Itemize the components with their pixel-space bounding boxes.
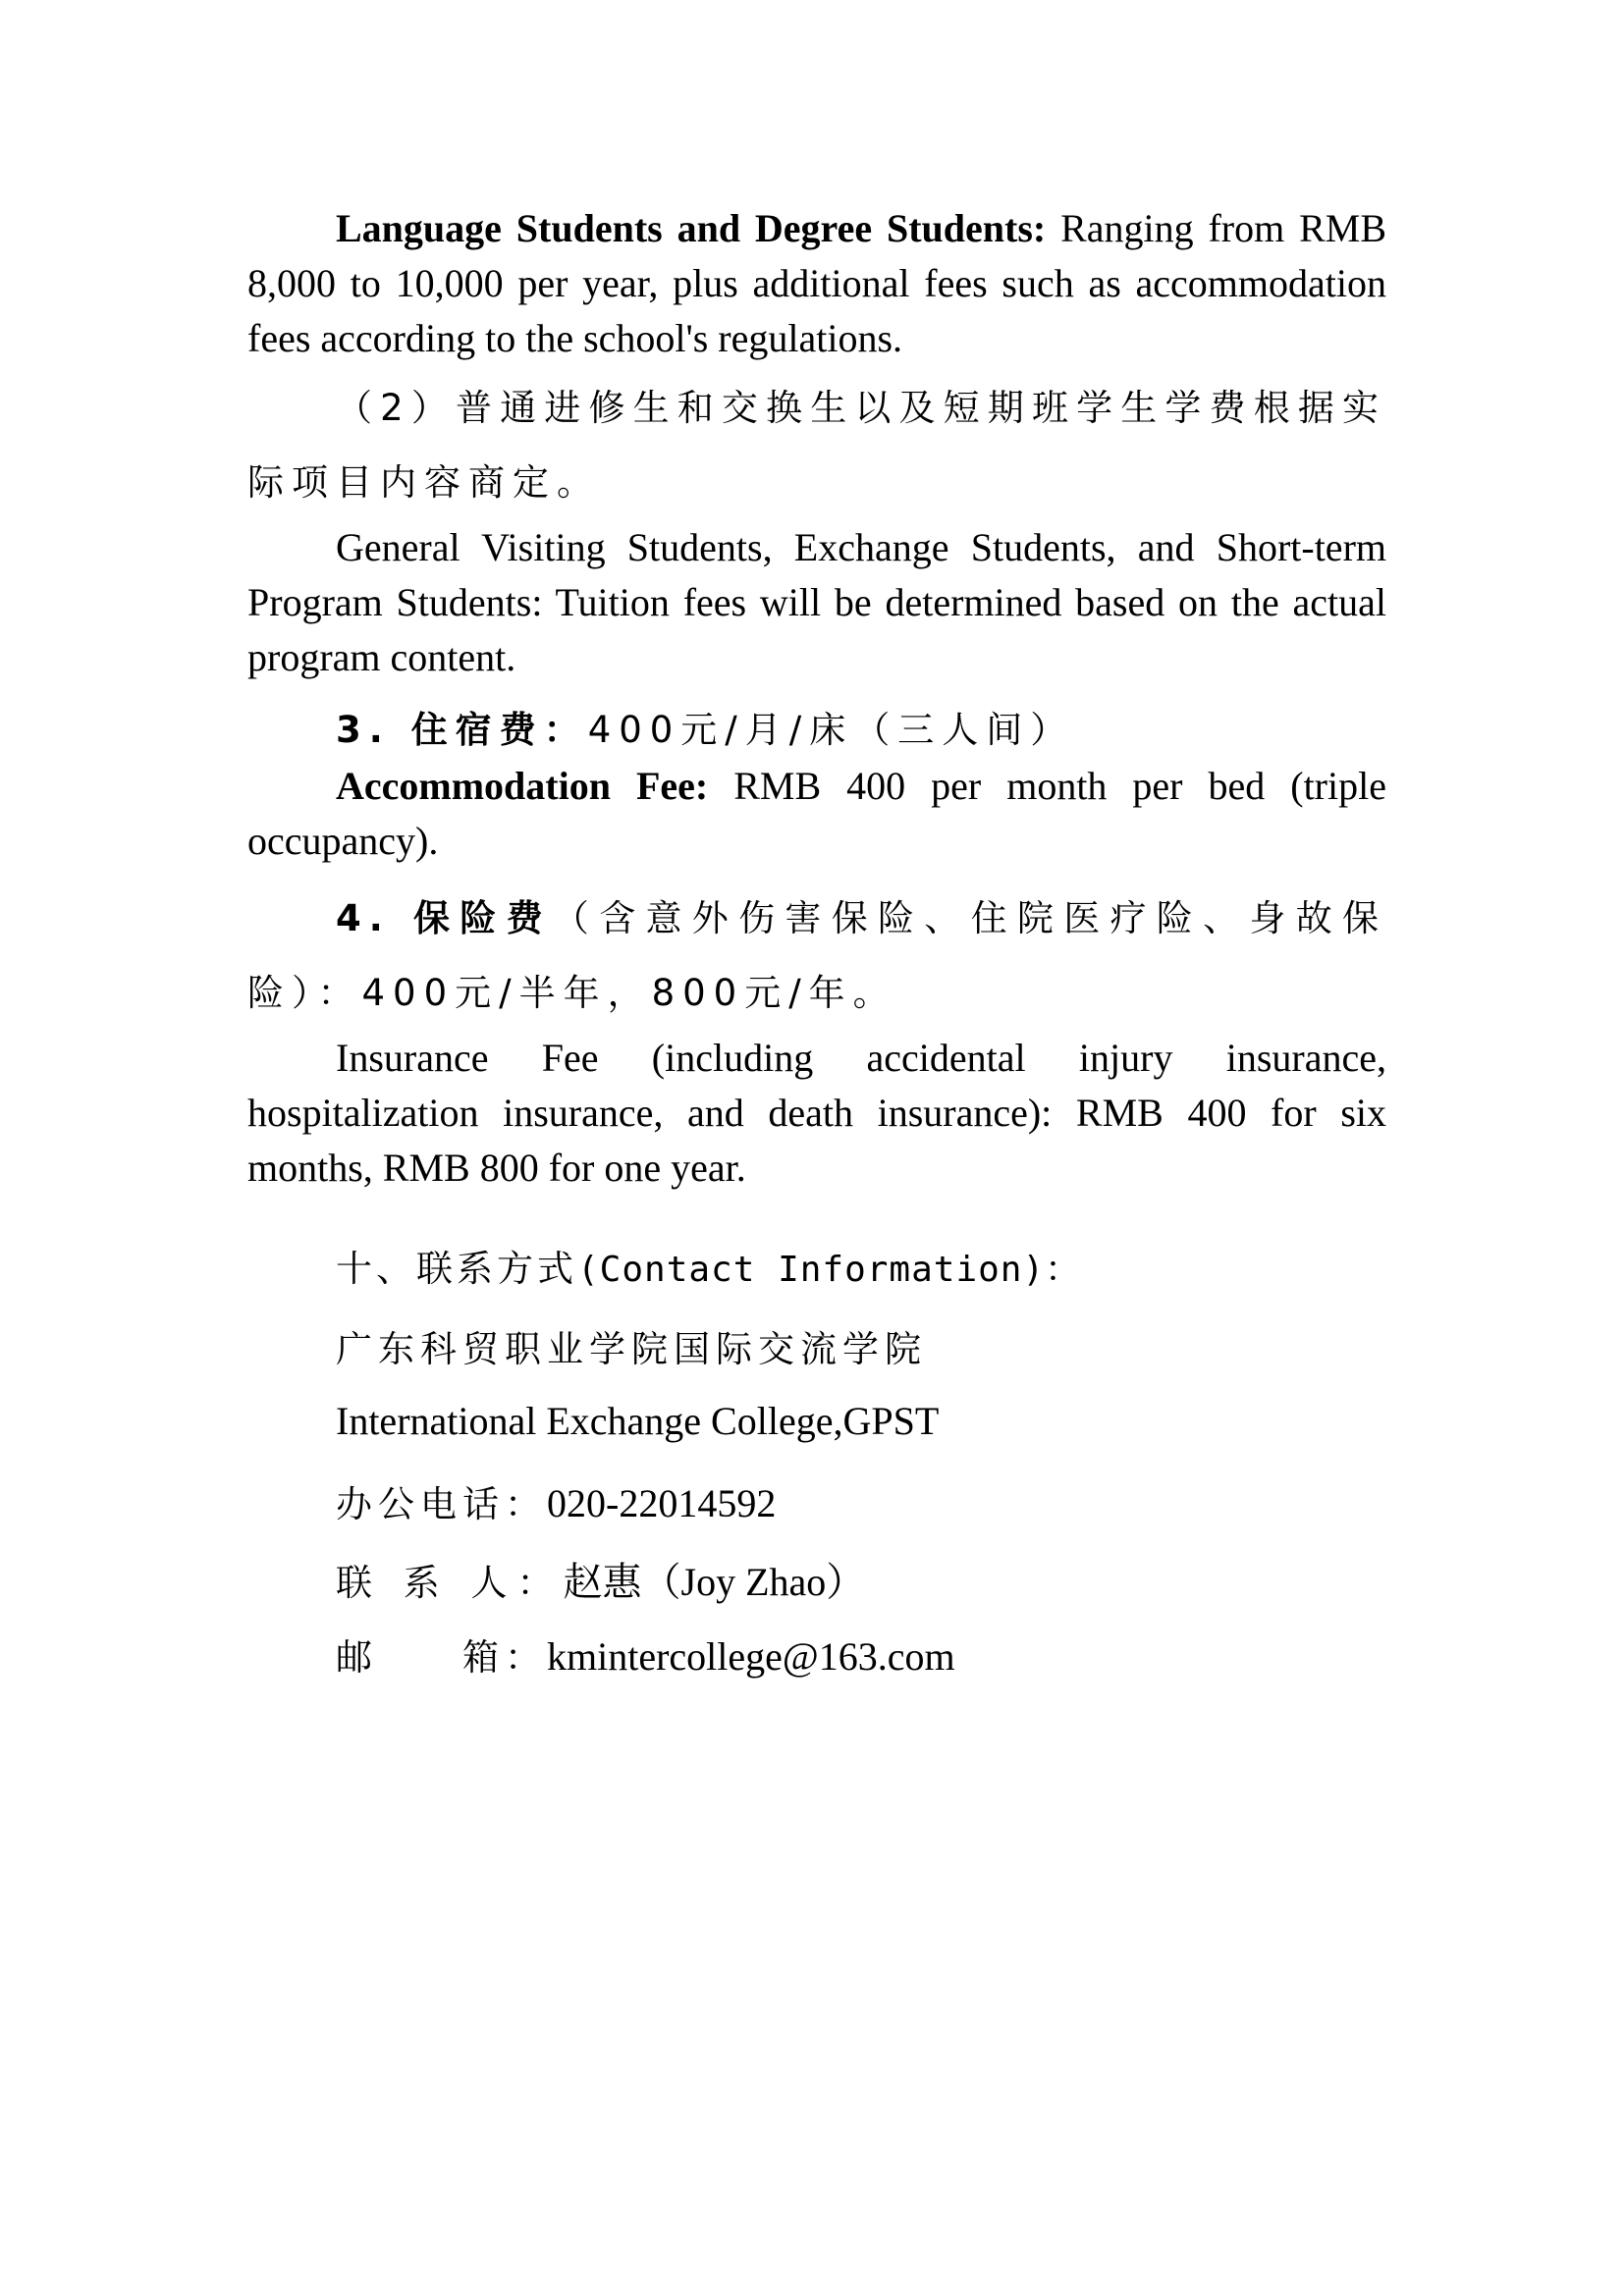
insurance-cn-label: 4. 保险费 [336,897,553,939]
email-value: kmintercollege@163.com [547,1634,955,1679]
phone-value: 020-22014592 [547,1481,777,1525]
accommodation-cn-value: 400元/月/床（三人间） [587,709,1075,751]
email-label: 邮 箱： [336,1636,547,1679]
insurance-cn [247,881,1386,1031]
contact-person-row [336,1551,865,1607]
contact-person-value: 赵惠（Joy Zhao） [563,1560,866,1604]
phone-label: 办公电话： [336,1483,547,1525]
accommodation-en-label: Accommodation Fee: [336,764,709,808]
accommodation-en-text: RMB 400 per month per bed (triple occupancy). [247,764,1386,863]
accommodation-cn-label: 3. 住宿费： [336,709,588,751]
contact-heading-en: (Contact Information)： [577,1250,1082,1290]
college-name-cn: 广东科贸职业学院国际交流学院 [336,1328,927,1370]
language-students-text: Ranging from RMB 8,000 to 10,000 per year, plus additional fees such as accommodation fees according to the school's regulations. [247,206,1386,360]
email-row [336,1628,955,1681]
accommodation-en [247,759,1386,869]
contact-heading [336,1239,1081,1292]
accommodation-cn [247,693,1386,768]
college-name-en: International Exchange College,GPST [336,1399,940,1443]
language-students-label: Language Students and Degree Students: [336,206,1047,250]
insurance-cn-text: （含意外伤害保险、住院医疗险、身故保险）：400元/半年，800元/年。 [247,897,1386,1014]
insurance-en: Insurance Fee (including accidental injury insurance, hospitalization insurance, and death insurance): RMB 400 for six months, RMB 800 for one year. [247,1036,1386,1190]
contact-heading-cn: 十、联系方式 [336,1248,577,1290]
phone-row [336,1474,776,1527]
general-students-cn: （2）普通进修生和交换生以及短期班学生学费根据实际项目内容商定。 [247,387,1386,504]
general-students-en: General Visiting Students, Exchange Students, and Short-term Program Students: Tuition fees will be determined based on the actual program content. [247,525,1386,679]
language-students-paragraph [247,201,1386,366]
contact-person-label: 联 系 人： [336,1562,564,1604]
